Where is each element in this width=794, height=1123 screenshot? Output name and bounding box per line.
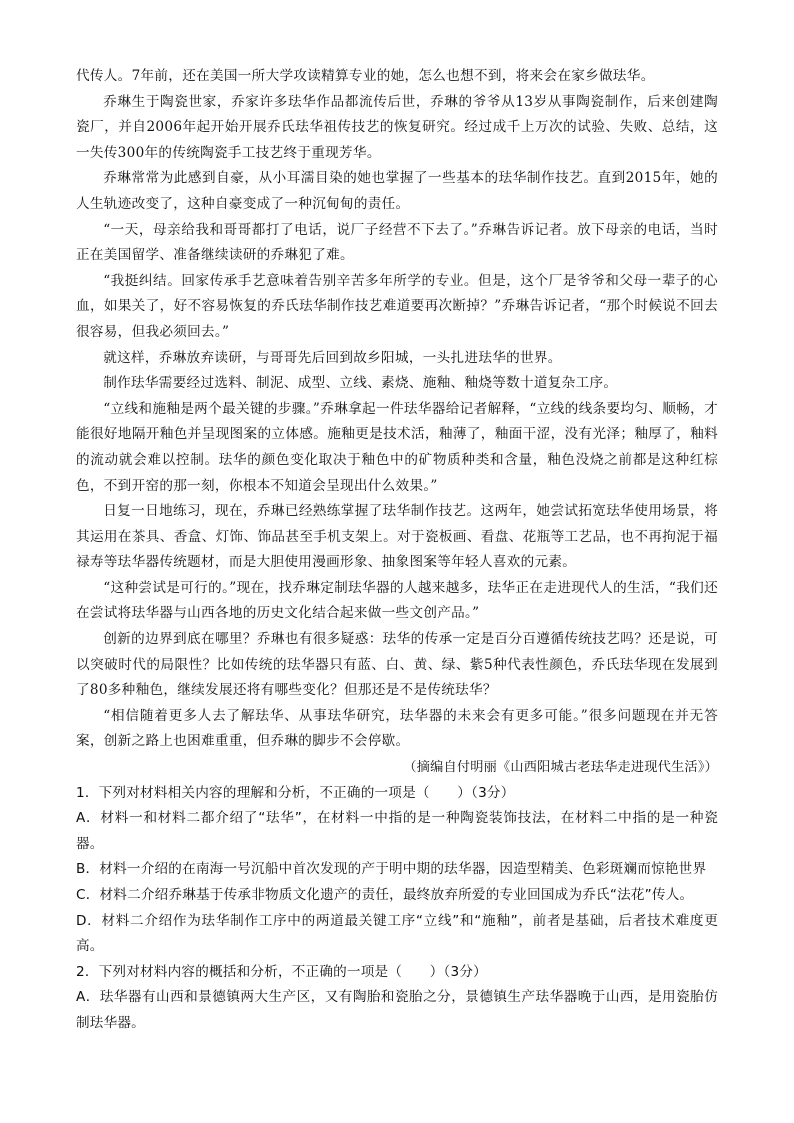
question-stem: 1．下列对材料相关内容的理解和分析，不正确的一项是（ ）（3分） — [76, 784, 515, 801]
question-stem: 2．下列对材料内容的概括和分析，不正确的一项是（ ）（3分） — [76, 963, 487, 980]
question-option: B．材料一介绍的在南海一号沉船中首次发现的产于明中期的珐华器，因造型精美、色彩斑斓而惊艳世界 — [76, 861, 707, 878]
article-paragraph: 代传人。7年前，还在美国一所大学攻读精算专业的她，怎么也想不到，将来会在家乡做珐华。 — [76, 68, 655, 84]
article-paragraph: “这种尝试是可行的。”现在，找乔琳定制珐华器的人越来越多，珐华正在走进现代人的生活，“我们还在尝试将珐华器与山西各地的历史文化结合起来做一些文创产品。” — [76, 579, 718, 622]
article-paragraph: 乔琳常常为此感到自豪，从小耳濡目染的她也掌握了一些基本的珐华制作技艺。直到2015年，她的人生轨迹改变了，这种自豪变成了一种沉甸甸的责任。 — [76, 170, 718, 212]
article-paragraph: “一天，母亲给我和哥哥都打了电话，说厂子经营不下去了。”乔琳告诉记者。放下母亲的电话，当时正在美国留学、准备继续读研的乔琳犯了难。 — [76, 221, 718, 264]
article-paragraph: 日复一日地练习，现在，乔琳已经熟练掌握了珐华制作技艺。这两年，她尝试拓宽珐华使用场景，将其运用在茶具、香盒、灯饰、饰品甚至手机支架上。对于瓷板画、看盘、花瓶等工艺品，也不再拘泥于福禄寿等珐华器传统题材，而是大胆使用漫画形象、抽象图案等年轻人喜欢的元素。 — [76, 503, 718, 571]
question-block — [76, 781, 718, 1037]
question-option: A．材料一和材料二都介绍了“珐华”，在材料一中指的是一种陶瓷装饰技法，在材料二中指的是一种瓷器。 — [76, 810, 718, 852]
article-paragraph: “我挺纠结。回家传承手艺意味着告别辛苦多年所学的专业。但是，这个厂是爷爷和父母一辈子的心血，如果关了，好不容易恢复的乔氏珐华制作技艺难道要再次断掉？”乔琳告诉记者，“那个时候说不回去很容易，但我必须回去。” — [76, 272, 718, 340]
article-paragraph: “相信随着更多人去了解珐华、从事珐华研究，珐华器的未来会有更多可能。”很多问题现在并无答案，创新之路上也困难重重，但乔琳的脚步不会停歇。 — [76, 707, 718, 750]
question-option: A．珐华器有山西和景德镇两大生产区，又有陶胎和瓷胎之分，景德镇生产珐华器晚于山西，是用瓷胎仿制珐华器。 — [76, 989, 718, 1031]
article-paragraph: 乔琳生于陶瓷世家，乔家许多珐华作品都流传后世，乔琳的爷爷从13岁从事陶瓷制作，后来创建陶瓷厂，并自2006年起开始开展乔氏珐华祖传技艺的恢复研究。经过成千上万次的试验、失败、总结，这一失传300年的传统陶瓷手工技艺终于重现芳华。 — [76, 93, 718, 161]
article-paragraph: “立线和施釉是两个最关键的步骤。”乔琳拿起一件珐华器给记者解释，“立线的线条要均匀、顺畅，才能很好地隔开釉色并呈现图案的立体感。施釉更是技术活，釉薄了，釉面干涩，没有光泽；釉厚了，釉料的流动就会难以控制。珐华的颜色变化取决于釉色中的矿物质种类和含量，釉色没烧之前都是这种红棕色，不到开窑的那一刻，你根本不知道会呈现出什么效果。” — [76, 400, 718, 494]
article-paragraph: 就这样，乔琳放弃读研，与哥哥先后回到故乡阳城，一头扎进珐华的世界。 — [103, 349, 562, 366]
article-body — [76, 64, 718, 781]
question-option: C．材料二介绍乔琳基于传承非物质文化遗产的责任，最终放弃所爱的专业回国成为乔氏“法花”传人。 — [76, 887, 694, 903]
article-source: （摘编自付明丽《山西阳城古老珐华走进现代生活》） — [403, 760, 718, 776]
question-option: D．材料二介绍作为珐华制作工序中的两道最关键工序“立线”和“施釉”，前者是基础，后者技术难度更高。 — [76, 912, 718, 955]
article-paragraph: 创新的边界到底在哪里？乔琳也有很多疑惑：珐华的传承一定是百分百遵循传统技艺吗？还是说，可以突破时代的局限性？比如传统的珐华器只有蓝、白、黄、绿、紫5种代表性颜色，乔氏珐华现在发展到了80多种釉色，继续发展还将有哪些变化？但那还是不是传统珐华？ — [76, 631, 718, 699]
article-paragraph: 制作珐华需要经过选料、制泥、成型、立线、素烧、施釉、釉烧等数十道复杂工序。 — [103, 375, 618, 392]
